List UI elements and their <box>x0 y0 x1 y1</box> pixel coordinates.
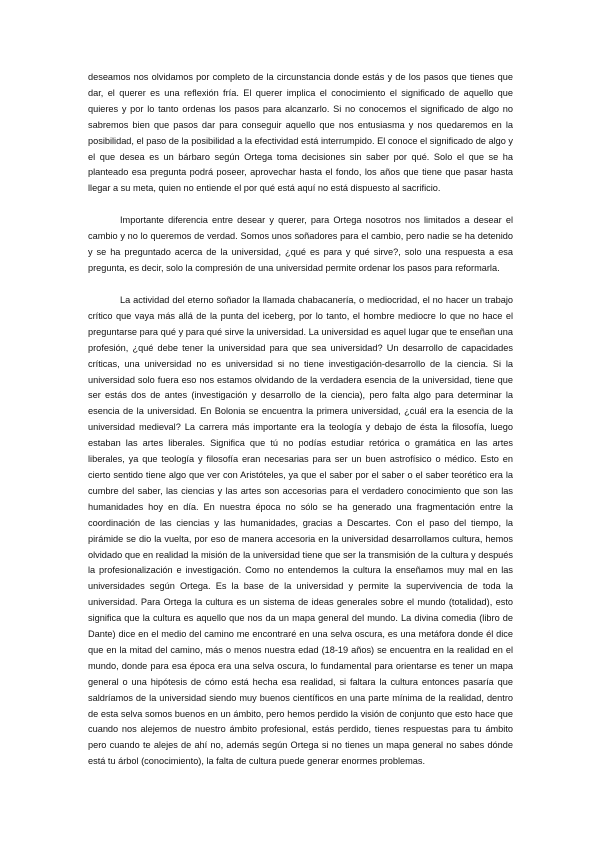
paragraph-2: Importante diferencia entre desear y querer, para Ortega nosotros nos limitados a desear el cambio y no lo queremos de verdad. Somos unos soñadores para el cambio, pero nadie se ha detenido y se ha preguntado acerca de la universidad, ¿qué es para y qué sirve?, solo una respuesta a esa pregunta, es decir, solo la compresión de una universidad permite ordenar los pasos para reformarla. <box>88 215 513 273</box>
paragraph-1: deseamos nos olvidamos por completo de la circunstancia donde estás y de los pasos que tienes que dar, el querer es una reflexión fría. El querer implica el conocimiento el significado de aquello que quieres y por lo tanto ordenas los pasos para alcanzarlo. Si no conocemos el significado de algo no sabremos bien que pasos dar para conseguir aquello que nos entusiasma y nos quedaremos en la posibilidad, el paso de la posibilidad a la efectividad está interrumpido. El conoce el significado de algo y el que desea es un bárbaro según Ortega toma decisiones sin saber por qué. Solo el que se ha planteado esa pregunta podrá poseer, aprovechar hasta el fondo, los años que tiene que pasar hasta llegar a su meta, quien no entiende el por qué está aquí no está dispuesto al sacrificio. <box>88 72 513 194</box>
paragraph-3: La actividad del eterno soñador la llamada chabacanería, o mediocridad, el no hacer un trabajo crítico que vaya más allá de la punta del iceberg, por lo tanto, el hombre mediocre lo que no hace el preguntarse para qué y para qué sirve la universidad. La universidad es aquel lugar que te enseñan una profesión, ¿qué debe tener la universidad para que sea universidad? Un desarrollo de capacidades críticas, una universidad no es universidad si no tiene investigación-desarrollo de la ciencia. Si la universidad solo fuera eso nos estamos olvidando de la verdadera esencia de la universidad, tiene que ser estás dos de antes (investigación y desarrollo de la ciencia), pero falta algo para determinar la esencia de la universidad. En Bolonia se encuentra la primera universidad, ¿cuál era la esencia de la universidad medieval? La carrera más importante era la teología y debajo de ésta la filosofía, luego estaban las artes liberales. Significa que tú no podías estudiar retórica o gramática en las artes liberales, ya que teología y filosofía eran necesarias para ser un buen astrofísico o médico. Esto en cierto sentido tiene algo que ver con Aristóteles, ya que el saber por el saber o el saber teorético era la cumbre del saber, las ciencias y las artes son accesorias para el verdadero conocimiento que son las humanidades hoy en día. En nuestra época no sólo se ha generado una fragmentación entre la coordinación de las ciencias y las humanidades, gracias a Descartes. Con el paso del tiempo, la pirámide se dio la vuelta, por eso de manera accesoria en la universidad desarrollamos cultura, hemos olvidado que en realidad la misión de la universidad tiene que ser la transmisión de la cultura y después la profesionalización e investigación. Como no entendemos la cultura la enseñamos muy mal en las universidades según Ortega. Es la base de la universidad y permite la supervivencia de toda la universidad. Para Ortega la cultura es un sistema de ideas generales sobre el mundo (totalidad), esto significa que la cultura es aquello que nos da un mapa general del mundo. La divina comedia (libro de Dante) dice en el medio del camino me encontraré en una selva oscura, es una metáfora donde él dice que en la mitad del camino, más o menos nuestra edad (18-19 años) se encuentra en la realidad en el mundo, donde para esa época era una selva oscura, lo fundamental para orientarse es tener un mapa general o una hipótesis de cómo está hecha esa realidad, si faltara la cultura entonces pasaría que saldríamos de la universidad siendo muy buenos científicos en una parte mínima de la realidad, dentro de esta selva somos buenos en un ámbito, pero hemos perdido la visión de conjunto que esto hace que cuando nos alejemos de nuestro ámbito profesional, estás perdido, tienes respuestas para tu ámbito pero cuando te alejes de ahí no, además según Ortega si no tienes un mapa general no sabes dónde está tu árbol (conocimiento), la falta de cultura puede generar enormes problemas. <box>88 295 513 767</box>
